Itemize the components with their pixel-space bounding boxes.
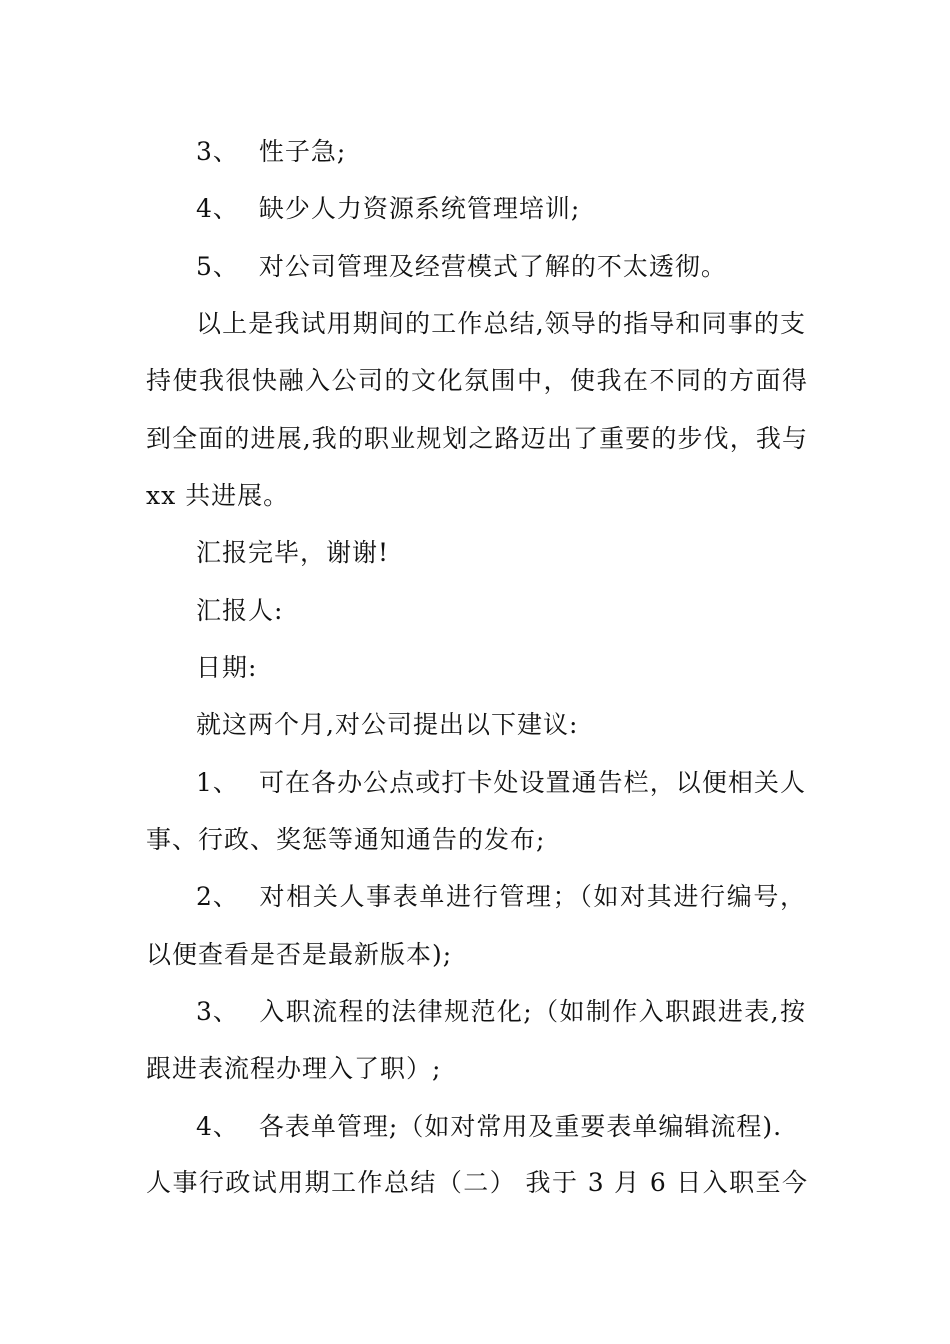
item-number: 4、: [196, 194, 239, 223]
list-item: [0, 136, 950, 168]
paragraph-line: 跟进表流程办理入了职）;: [146, 1054, 442, 1083]
section-body-start: 我于 3 月 6 日入职至今: [525, 1168, 808, 1197]
paragraph-line: 以便查看是否是最新版本);: [146, 940, 453, 969]
closing-line: 汇报完毕，谢谢!: [196, 538, 390, 567]
item-text: 对公司管理及经营模式了解的不太透彻。: [258, 252, 727, 281]
item-number: 3、: [196, 997, 239, 1026]
list-item: [0, 193, 950, 225]
item-number: 4、: [196, 1112, 239, 1141]
reporter-label: 汇报人:: [196, 596, 284, 625]
item-number: 1、: [196, 768, 239, 797]
item-number: 5、: [196, 252, 239, 281]
paragraph-line: 以上是我试用期间的工作总结,领导的指导和同事的支: [196, 309, 806, 338]
paragraph-line: 持使我很快融入公司的文化氛围中，使我在不同的方面得: [146, 366, 808, 395]
list-item: [0, 881, 806, 913]
paragraph-line: xx 共进展。: [146, 481, 290, 510]
item-number: 3、: [196, 137, 239, 166]
item-text: 对相关人事表单进行管理；（如对其进行编号，: [258, 882, 806, 911]
paragraph-line: 事、行政、奖惩等通知通告的发布;: [146, 825, 546, 854]
section-title: 人事行政试用期工作总结（二）: [146, 1168, 517, 1197]
suggestion-intro: 就这两个月,对公司提出以下建议:: [196, 710, 579, 739]
item-number: 2、: [196, 882, 239, 911]
item-text: 缺少人力资源系统管理培训;: [258, 194, 581, 223]
list-item: [0, 251, 950, 283]
item-text: 性子急;: [258, 137, 347, 166]
item-text: 各表单管理;（如对常用及重要表单编辑流程).: [258, 1112, 783, 1141]
item-text: 入职流程的法律规范化;（如制作入职跟进表,按: [258, 997, 806, 1026]
list-item: [0, 996, 806, 1028]
section-title-line: [0, 1167, 808, 1199]
date-label: 日期:: [196, 653, 258, 682]
list-item: [0, 1111, 950, 1143]
paragraph-line: 到全面的进展,我的职业规划之路迈出了重要的步伐，我与: [146, 424, 808, 453]
item-text: 可在各办公点或打卡处设置通告栏，以便相关人: [258, 768, 806, 797]
list-item: [0, 767, 806, 799]
